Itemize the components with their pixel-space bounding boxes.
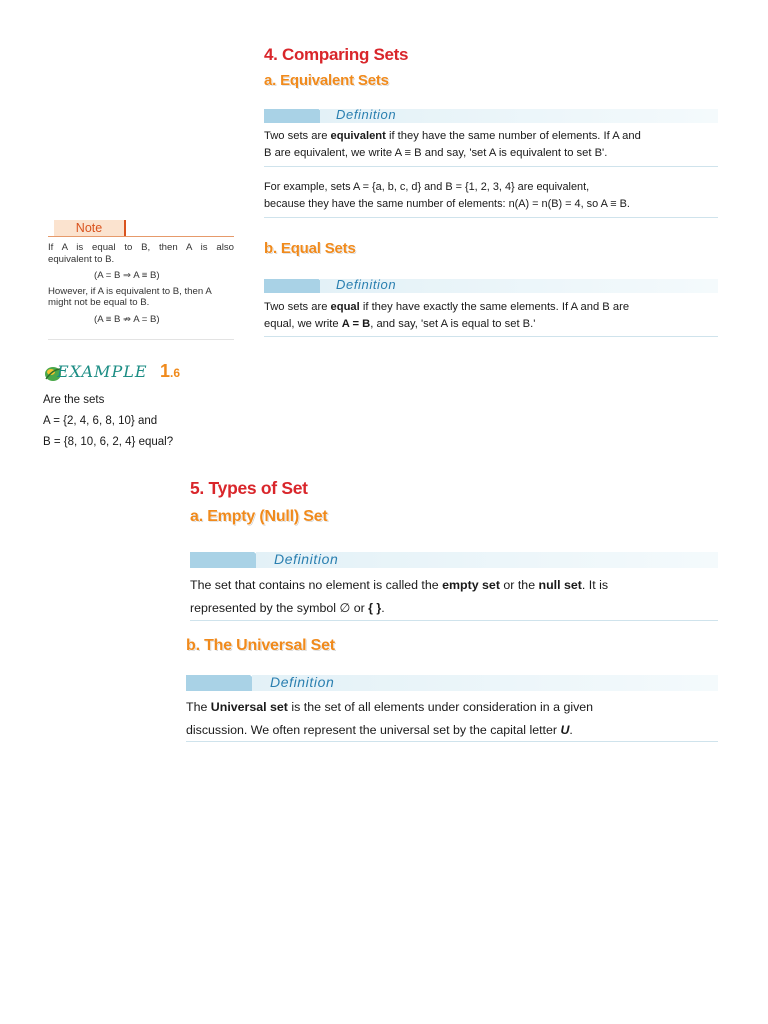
- note-text: If A is equal to B, then A is also: [48, 242, 234, 253]
- subsection-title-universal-set: b. The Universal Set: [186, 637, 335, 654]
- note-text: equivalent to B.: [48, 253, 115, 265]
- example-heading: [43, 360, 183, 382]
- definition-banner: [190, 552, 718, 568]
- note-formula: (A ≡ B ⇏ A = B): [94, 313, 160, 325]
- empty-set-definition-text: The set that contains no element is called the empty set or the null set. It is represented by the symbol ∅ or { }.: [190, 578, 609, 615]
- example-subnumber: .6: [170, 366, 181, 380]
- subsection-title-empty-set: a. Empty (Null) Set: [190, 508, 328, 525]
- example-word: EXAMPLE: [57, 362, 148, 381]
- divider: [48, 339, 234, 340]
- example-text: Are the sets A = {2, 4, 6, 8, 10} and B = {8, 10, 6, 2, 4} equal?: [43, 394, 174, 448]
- definition-label: Definition: [274, 551, 339, 567]
- universal-set-definition-text: The Universal set is the set of all elements under consideration in a given discussion. We often represent the universal set by the capital letter U.: [186, 700, 594, 737]
- definition-label: Definition: [336, 107, 397, 122]
- definition-banner: [186, 675, 718, 691]
- divider: [190, 620, 718, 621]
- divider: [264, 217, 718, 218]
- example-number: 1: [160, 361, 171, 381]
- definition-label: Definition: [270, 674, 335, 690]
- note-formula: (A = B ⇒ A ≡ B): [94, 270, 160, 281]
- subsection-title-equal-sets: b. Equal Sets: [264, 240, 356, 257]
- section-title-comparing-sets: 4. Comparing Sets: [264, 45, 409, 64]
- note-label: Note: [54, 220, 126, 236]
- subsection-title-equivalent-sets: a. Equivalent Sets: [264, 72, 389, 89]
- note-text: might not be equal to B.: [48, 297, 150, 308]
- definition-banner: [264, 109, 718, 123]
- definition-label: Definition: [336, 277, 397, 292]
- definition-banner: [264, 279, 718, 293]
- equivalent-example-text: For example, sets A = {a, b, c, d} and B = {1, 2, 3, 4} are equivalent, because they have the same number of elements: n(A) = n(B) = 4, so A ≡ B.: [264, 181, 630, 210]
- note-text: However, if A is equivalent to B, then A: [48, 285, 212, 297]
- section-title-types-of-set: 5. Types of Set: [190, 478, 308, 498]
- note-box: [48, 220, 234, 325]
- divider: [264, 336, 718, 337]
- divider: [186, 741, 718, 742]
- equivalent-definition-text: Two sets are equivalent if they have the same number of elements. If A and B are equivalent, we write A ≡ B and say, 'set A is equivalent to set B'.: [264, 130, 641, 159]
- equal-definition-text: Two sets are equal if they have exactly the same elements. If A and B are equal, we write A = B, and say, 'set A is equal to set B.': [264, 301, 630, 330]
- divider: [264, 166, 718, 167]
